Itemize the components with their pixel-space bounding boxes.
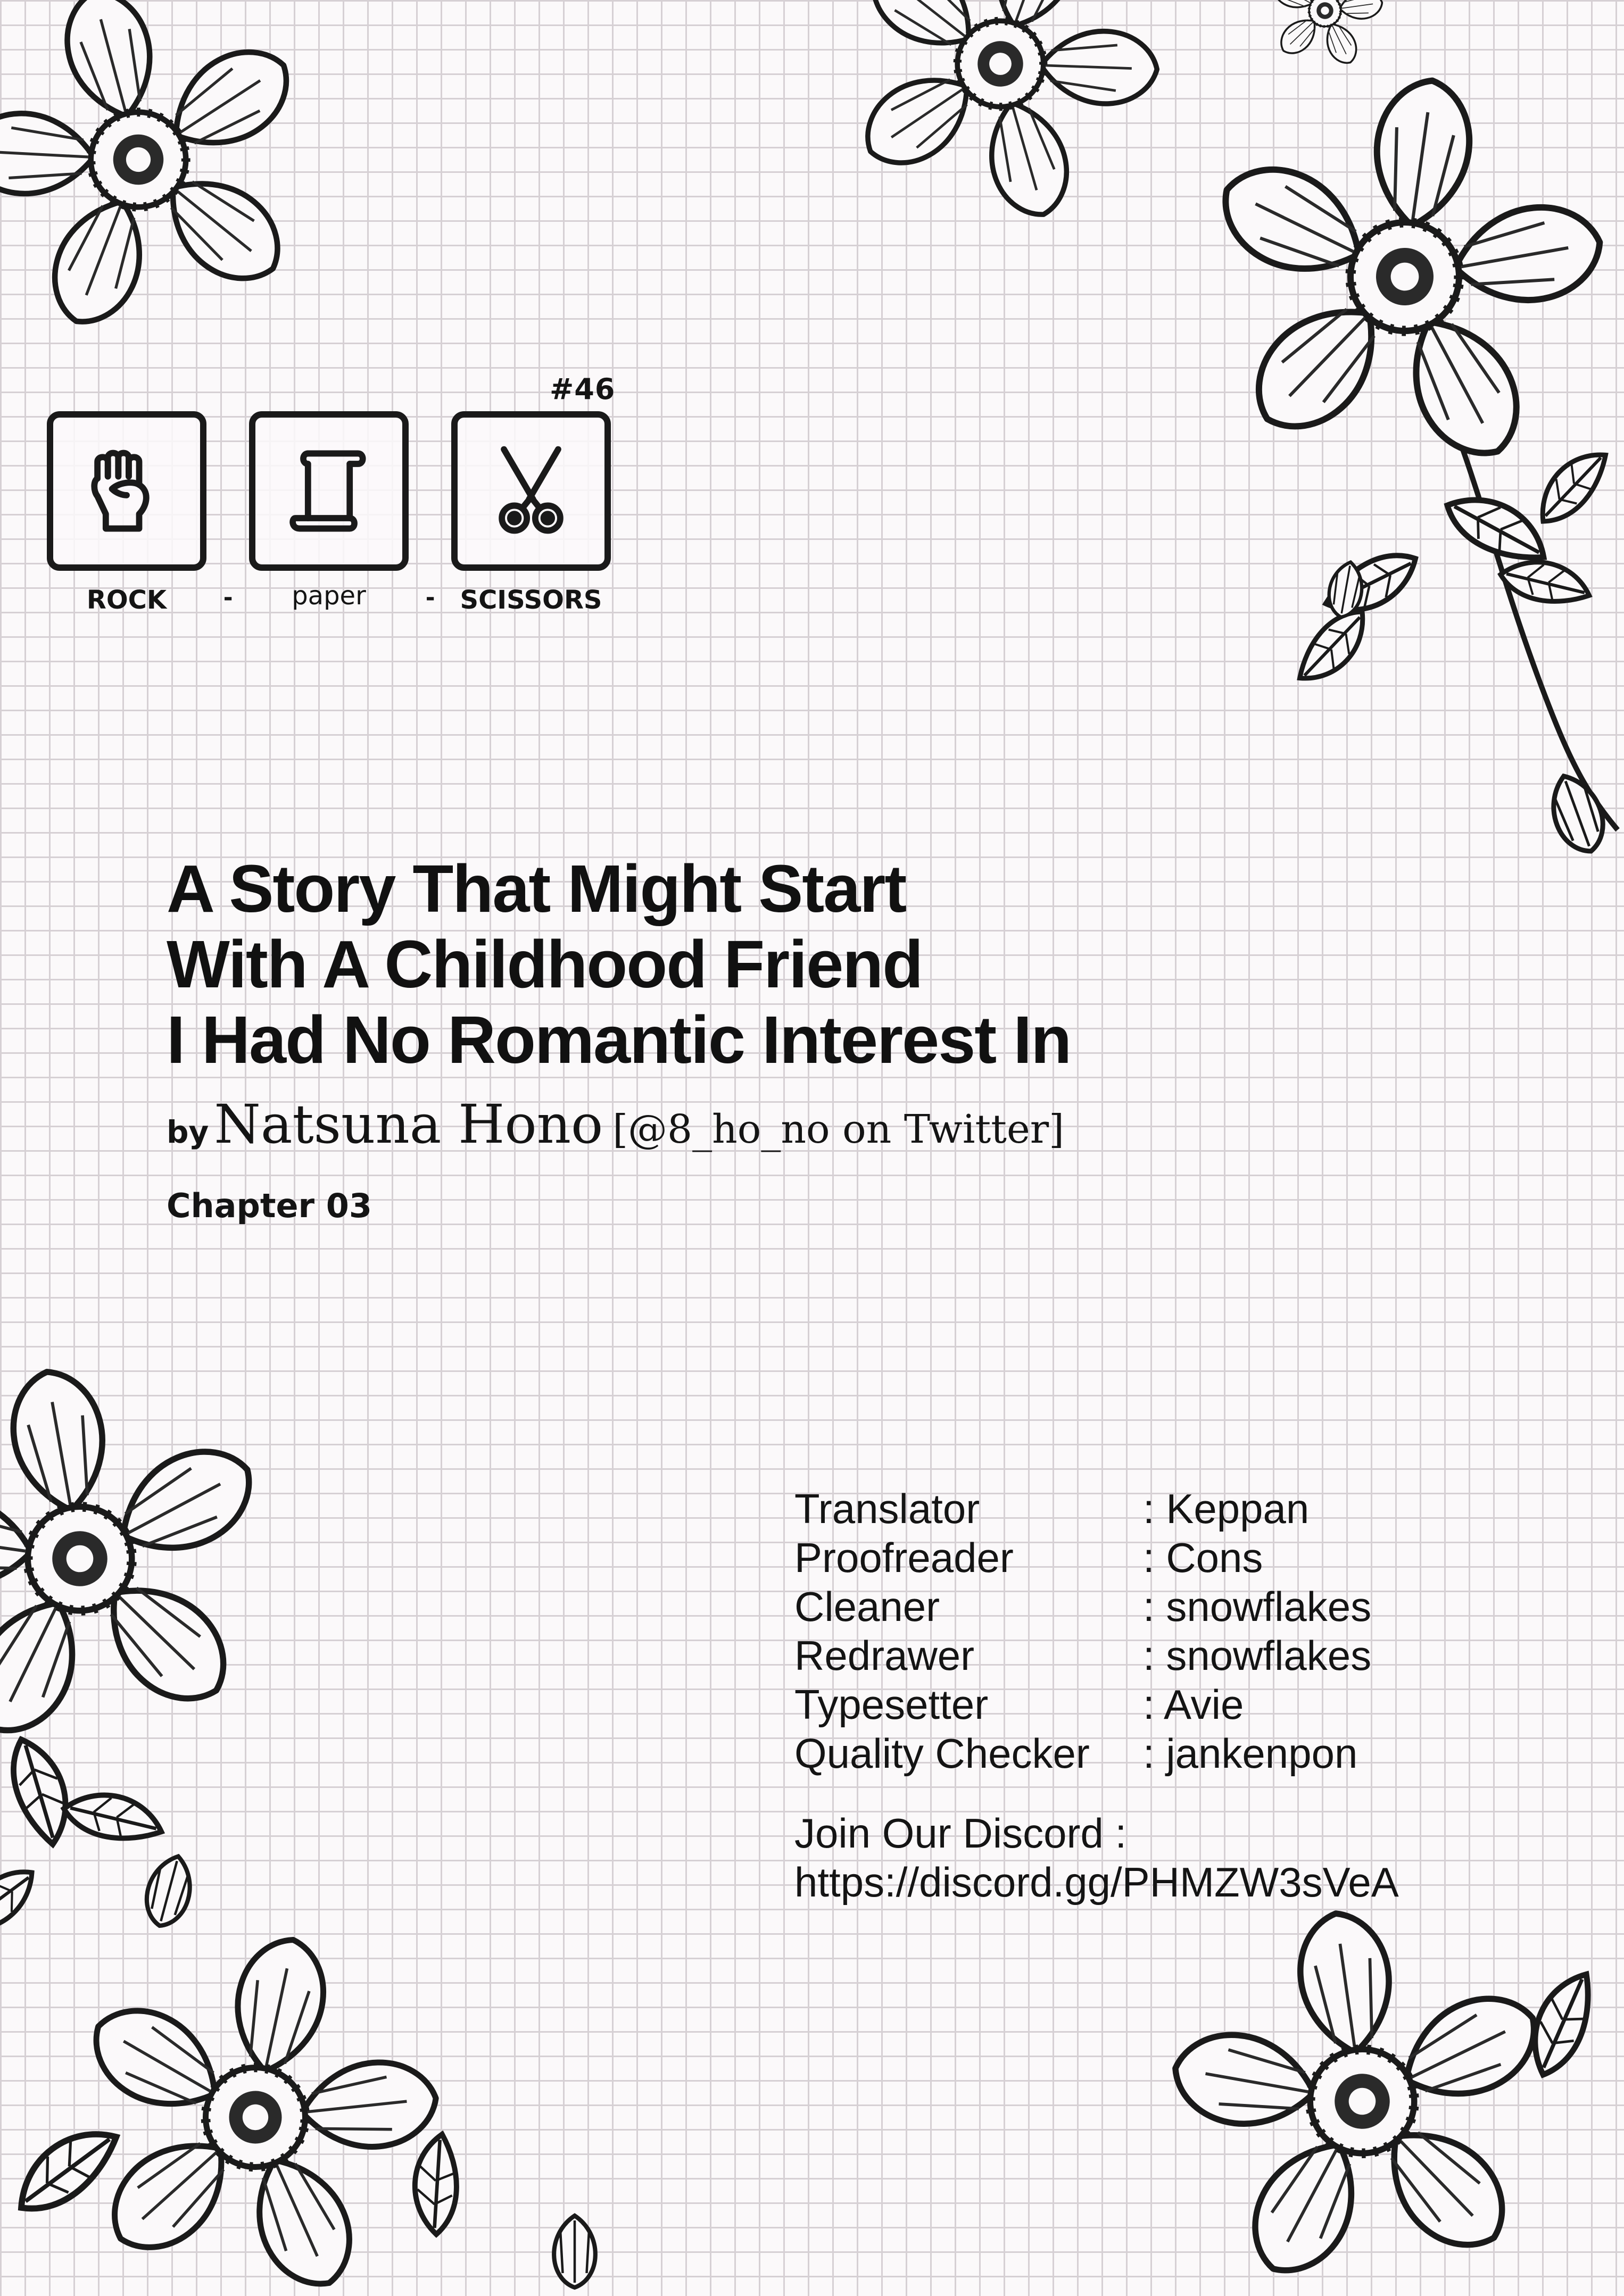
credit-value: : jankenpon — [1143, 1730, 1358, 1777]
author-handle: [@8_ho_no on Twitter] — [612, 1107, 1065, 1152]
author-name: Natsuna Hono — [214, 1093, 603, 1155]
flower-bottom-left — [3, 1901, 595, 2296]
credit-role: Proofreader — [794, 1534, 1014, 1581]
credit-role: Translator — [794, 1485, 980, 1532]
credit-value: : Avie — [1143, 1681, 1244, 1728]
flower-left-middle — [0, 1338, 302, 1942]
credit-value: : Keppan — [1143, 1485, 1310, 1532]
rock-paper-scissors-logo — [43, 372, 628, 622]
scissors-icon — [479, 439, 583, 543]
credit-role: Redrawer — [794, 1632, 975, 1679]
byline — [167, 1093, 1064, 1155]
logo-number: #46 — [550, 372, 616, 406]
credit-role: Typesetter — [794, 1681, 989, 1728]
byline-by: by — [167, 1114, 209, 1150]
scroll-icon — [277, 439, 381, 543]
flower-top-right-small — [1257, 0, 1393, 74]
discord-url: https://discord.gg/PHMZW3sVeA — [794, 1859, 1399, 1906]
discord-label-line — [794, 1809, 1399, 1858]
flower-top-center — [799, 0, 1205, 257]
logo-separator-1: - — [223, 581, 233, 612]
credit-value: : snowflakes — [1143, 1632, 1372, 1679]
discord-label: Join Our Discord — [794, 1810, 1104, 1857]
rock-label: ROCK — [86, 585, 167, 615]
credit-value: : Cons — [1143, 1534, 1263, 1581]
credit-role: Quality Checker — [794, 1730, 1090, 1777]
flower-bottom-right — [1144, 1886, 1609, 2296]
discord-separator: : — [1115, 1810, 1127, 1857]
series-title: A Story That Might Start With A Childhood Friend I Had No Romantic Interest In — [167, 851, 1071, 1077]
discord-invite — [794, 1809, 1399, 1907]
logo-separator-2: - — [426, 581, 435, 612]
scissors-label: SCISSORS — [460, 585, 602, 615]
credit-value: : snowflakes — [1143, 1583, 1372, 1630]
scissors-box — [451, 411, 611, 571]
paper-label: paper — [292, 581, 366, 611]
flower-right — [1178, 53, 1624, 859]
flower-top-left — [0, 0, 352, 363]
credit-role: Cleaner — [794, 1583, 940, 1630]
paper-box — [249, 411, 409, 571]
rock-box — [47, 411, 206, 571]
fist-icon — [74, 439, 179, 543]
chapter-label: Chapter 03 — [167, 1186, 372, 1225]
